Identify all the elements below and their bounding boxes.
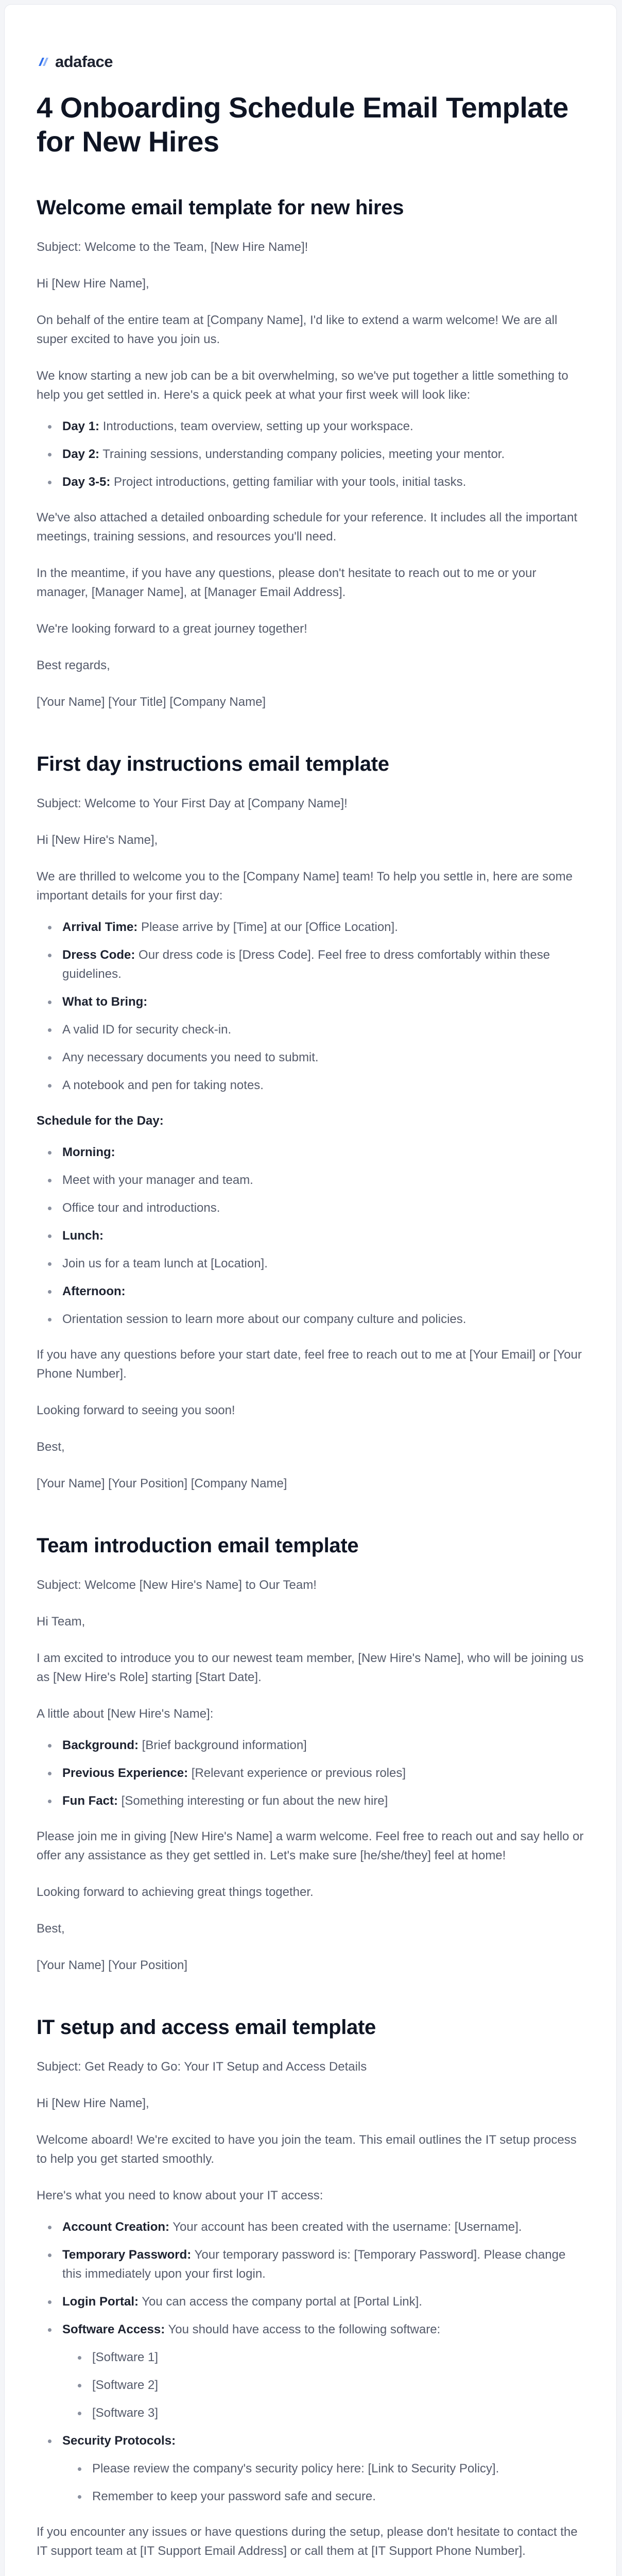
list-item: [Software 1] — [37, 2348, 584, 2367]
list-item: Security Protocols: — [37, 2431, 584, 2450]
it-access-list — [37, 2217, 584, 2506]
email-signoff: Best, — [37, 1922, 65, 1936]
email-signature: [Your Name] [Your Title] [Company Name] — [37, 695, 266, 709]
brand-logo[interactable] — [37, 52, 584, 72]
list-item: Morning: — [37, 1143, 584, 1162]
email-subject: Subject: Get Ready to Go: Your IT Setup and Access Details — [37, 2060, 367, 2074]
new-hire-facts-list — [37, 1736, 584, 1810]
list-item: [Software 2] — [37, 2376, 584, 2395]
list-item: Office tour and introductions. — [37, 1198, 584, 1217]
list-item: A valid ID for security check-in. — [37, 1020, 584, 1039]
email-paragraph: A little about [New Hire's Name]: — [37, 1707, 214, 1721]
list-item: Please review the company's security policy here: [Link to Security Policy]. — [37, 2459, 584, 2478]
brand-name: adaface — [55, 53, 113, 71]
section-heading: Welcome email template for new hires — [37, 196, 404, 219]
list-item: Previous Experience: [Relevant experience or previous roles] — [37, 1764, 584, 1783]
list-item: Remember to keep your password safe and secure. — [37, 2487, 584, 2506]
email-subject: Subject: Welcome to Your First Day at [Company Name]! — [37, 796, 348, 810]
article-content — [5, 52, 616, 2576]
section-team-intro-email — [37, 1533, 584, 1975]
list-item: Login Portal: You can access the company portal at [Portal Link]. — [37, 2292, 584, 2311]
email-paragraph: In the meantime, if you have any questions, please don't hesitate to reach out to me or your manager, [Manager Name], at [Manager Email Address]. — [37, 566, 537, 599]
email-signature: [Your Name] [Your Position] — [37, 1958, 188, 1972]
email-greeting: Hi [New Hire's Name], — [37, 833, 158, 847]
list-item: Day 1: Introductions, team overview, setting up your workspace. — [37, 417, 584, 436]
email-paragraph: I am excited to introduce you to our newest team member, [New Hire's Name], who will be joining us as [New Hire's Role] starting [Start Date]. — [37, 1651, 584, 1684]
email-paragraph: Please join me in giving [New Hire's Name] a warm welcome. Feel free to reach out and say hello or offer any assistance as they get settled in. Let's make sure [he/she/they] feel at home! — [37, 1829, 584, 1862]
day-schedule-list — [37, 1143, 584, 1329]
first-day-details-list — [37, 918, 584, 1095]
section-heading: First day instructions email template — [37, 753, 389, 775]
list-item: Day 3-5: Project introductions, getting familiar with your tools, initial tasks. — [37, 472, 584, 492]
list-item: Any necessary documents you need to submit. — [37, 1048, 584, 1067]
email-signoff: Best, — [37, 1440, 65, 1454]
email-paragraph: Here's what you need to know about your IT access: — [37, 2189, 323, 2202]
email-greeting: Hi Team, — [37, 1615, 85, 1629]
list-item: Afternoon: — [37, 1282, 584, 1301]
list-item: Background: [Brief background information] — [37, 1736, 584, 1755]
list-item: Temporary Password: Your temporary password is: [Temporary Password]. Please change this immediately upon your first login. — [37, 2245, 584, 2283]
email-signoff: Best regards, — [37, 658, 110, 672]
email-paragraph: If you encounter any issues or have questions during the setup, please don't hesitate to contact the IT support team at [IT Support Email Address] or call them at [IT Support Phone Number]. — [37, 2525, 578, 2558]
email-paragraph: We know starting a new job can be a bit overwhelming, so we've put together a little something to help you get settled in. Here's a quick peek at what your first week will look like: — [37, 369, 568, 402]
section-it-setup-email — [37, 2015, 584, 2576]
email-paragraph: We are thrilled to welcome you to the [Company Name] team! To help you settle in, here are some important details for your first day: — [37, 870, 573, 903]
schedule-list — [37, 417, 584, 492]
section-heading: Team introduction email template — [37, 1534, 359, 1557]
email-subject: Subject: Welcome [New Hire's Name] to Our Team! — [37, 1578, 317, 1592]
email-greeting: Hi [New Hire Name], — [37, 277, 149, 291]
section-first-day-email — [37, 752, 584, 1493]
email-paragraph: If you have any questions before your start date, feel free to reach out to me at [Your Email] or [Your Phone Number]. — [37, 1348, 582, 1381]
list-item: Dress Code: Our dress code is [Dress Code]. Feel free to dress comfortably within these guidelines. — [37, 945, 584, 984]
adaface-logo-icon — [37, 55, 51, 69]
email-subject: Subject: Welcome to the Team, [New Hire Name]! — [37, 240, 308, 254]
email-signature: [Your Name] [Your Position] [Company Name] — [37, 1477, 287, 1490]
list-item: Join us for a team lunch at [Location]. — [37, 1254, 584, 1273]
list-item: What to Bring: — [37, 992, 584, 1011]
email-paragraph: Looking forward to seeing you soon! — [37, 1403, 235, 1417]
email-paragraph: We've also attached a detailed onboarding schedule for your reference. It includes all the important meetings, training sessions, and resources you'll need. — [37, 511, 578, 544]
list-item: Day 2: Training sessions, understanding company policies, meeting your mentor. — [37, 445, 584, 464]
section-heading: IT setup and access email template — [37, 2016, 376, 2039]
email-paragraph: Looking forward to achieving great things together. — [37, 1885, 314, 1899]
list-item: Meet with your manager and team. — [37, 1171, 584, 1190]
email-greeting: Hi [New Hire Name], — [37, 2096, 149, 2110]
page-title: 4 Onboarding Schedule Email Template for New Hires — [37, 91, 568, 158]
article-card — [4, 4, 617, 2576]
list-item: A notebook and pen for taking notes. — [37, 1076, 584, 1095]
list-item: Arrival Time: Please arrive by [Time] at our [Office Location]. — [37, 918, 584, 937]
list-item: Lunch: — [37, 1226, 584, 1245]
list-item: [Software 3] — [37, 2403, 584, 2422]
section-welcome-email — [37, 195, 584, 711]
schedule-heading: Schedule for the Day: — [37, 1114, 164, 1128]
email-paragraph: Welcome aboard! We're excited to have you join the team. This email outlines the IT setup process to help you get started smoothly. — [37, 2133, 577, 2166]
email-paragraph: We're looking forward to a great journey together! — [37, 622, 307, 636]
email-paragraph: On behalf of the entire team at [Company Name], I'd like to extend a warm welcome! We are all super excited to have you join us. — [37, 313, 558, 346]
list-item: Orientation session to learn more about our company culture and policies. — [37, 1310, 584, 1329]
list-item: Account Creation: Your account has been created with the username: [Username]. — [37, 2217, 584, 2236]
list-item: Fun Fact: [Something interesting or fun about the new hire] — [37, 1791, 584, 1810]
list-item: Software Access: You should have access to the following software: — [37, 2320, 584, 2339]
